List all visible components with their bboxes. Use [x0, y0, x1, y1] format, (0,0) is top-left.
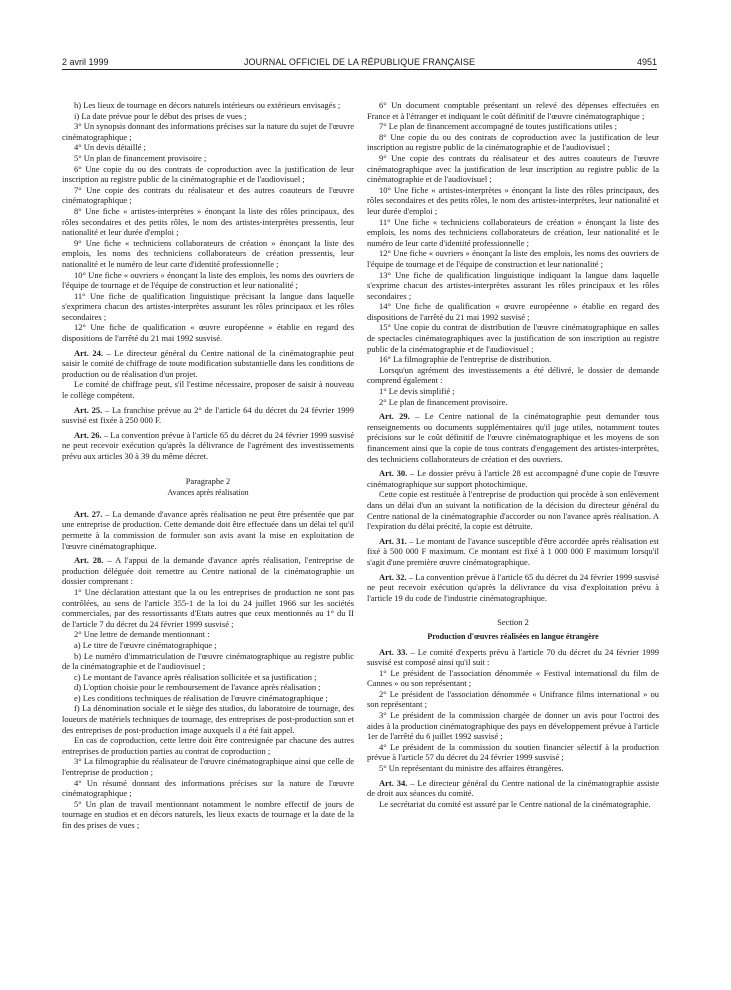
- section-heading: Section 2: [497, 617, 529, 628]
- paragraph: 4° Le président de la commission du soutien financier sélectif à la production prévue à l'article 57 du décret du 24 février 1999 susvisé ;: [367, 741, 659, 763]
- paragraph: 2° Une lettre de demande mentionnant :: [74, 629, 210, 640]
- article-32: [367, 572, 659, 604]
- article-text: – Le Centre national de la cinématographie peut demander tous renseignements ou documents supplémentaires qu'il juge utiles, notamment toutes précisions sur le coût définitif de l'œuvre cinématographique et les moyens de son financement ainsi que la copie de tous contrats d'engagement des artistes-interprètes, des techniciens collaborateurs de création et des ouvriers.: [367, 411, 659, 464]
- article-text: – Le dossier prévu à l'article 28 est accompagné d'une copie de l'œuvre cinématographique sur support photochimique.: [367, 468, 659, 489]
- paragraph: 3° Le président de la commission chargée de donner un avis pour l'octroi des aides à la production cinématographique des pays en développement prévue à l'article 1er de l'arrêté du 6 juillet 1992 susvisé ;: [367, 710, 659, 742]
- paragraph: 1° Le président de l'association dénommée « Festival international du film de Cannes » ou son représentant ;: [367, 667, 659, 689]
- article-label: Art. 34.: [379, 777, 408, 788]
- paragraph: 8° Une copie du ou des contrats de coproduction avec la justification de leur inscription au registre public de la cinématographie et de l'audiovisuel ;: [367, 131, 659, 153]
- article-33: [367, 647, 659, 668]
- article-text: – Le directeur général du Centre national de la cinématographie assiste de droit aux séances du comité.: [367, 777, 659, 799]
- article-text: – Le montant de l'avance susceptible d'être accordée après réalisation est fixé à 500 000 F maximum. Ce montant est fixé à 1 000 000 F maximum lorsqu'il s'agit d'une première œuvre cinématographique.: [367, 535, 659, 567]
- paragraph: e) Les conditions techniques de réalisation de l'œuvre cinématographique ;: [74, 692, 328, 703]
- paragraph: 4° Un résumé donnant des informations précises sur la nature de l'œuvre cinématographique ;: [62, 777, 354, 799]
- paragraph: 11° Une fiche « techniciens collaborateurs de création » énonçant la liste des emplois, les noms des techniciens collaborateurs de création, leur nationalité et le numéro de leur carte d'identité professionnelle ;: [367, 216, 659, 248]
- article-text: – La demande d'avance après réalisation ne peut être présentée que par une entreprise de production. Cette demande doit être effectuée dans un délai tel qu'il permette à la commission de formuler son avis avant la mise en exploitation de l'œuvre cinématographique.: [62, 508, 354, 551]
- paragraph: 12° Une fiche de qualification « œuvre européenne » établie en regard des dispositions de l'arrêté du 21 mai 1992 susvisé.: [62, 322, 354, 344]
- article-label: Art. 31.: [379, 535, 407, 546]
- article-text: – Le comité d'experts prévu à l'article 70 du décret du 24 février 1999 susvisé est composé ainsi qu'il suit :: [367, 646, 659, 668]
- article-text: – Le directeur général du Centre national de la cinématographie peut saisir le comité de chiffrage de toute modification substantielle dans les conditions de production ou de réalisation d'un projet.: [62, 347, 354, 379]
- article-label: Art. 27.: [74, 508, 103, 519]
- paragraph: 7° Le plan de financement accompagné de toutes justifications utiles ;: [379, 121, 618, 132]
- paragraph: Le secrétariat du comité est assuré par le Centre national de la cinématographie.: [379, 798, 651, 809]
- header-rule: [62, 69, 657, 70]
- paragraph: 16° La filmographie de l'entreprise de distribution.: [379, 354, 552, 365]
- paragraph: d) L'option choisie pour le remboursement de l'avance après réalisation ;: [74, 682, 321, 693]
- paragraph: 2° Le président de l'association dénommée « Unifrance films international » ou son représentant ;: [367, 688, 659, 710]
- article-28: [62, 555, 354, 587]
- paragraph: 10° Une fiche « ouvriers » énonçant la liste des emplois, les noms des ouvriers de l'équipe de tournage et de l'équipe de construction et leur nationalité ;: [62, 269, 354, 291]
- header-page-number: 4951: [636, 57, 657, 67]
- article-label: Art. 28.: [74, 555, 104, 566]
- paragraph: 3° La filmographie du réalisateur de l'œuvre cinématographique ainsi que celle de l'entreprise de production ;: [62, 756, 354, 778]
- paragraph: 6° Un document comptable présentant un relevé des dépenses effectuées en France et à l'étranger et indiquant le coût définitif de l'œuvre cinématographique ;: [367, 100, 659, 121]
- paragraph: b) Le numéro d'immatriculation de l'œuvre cinématographique au registre public de la cinématographie et de l'audiovisuel ;: [62, 650, 354, 672]
- article-label: Art. 24.: [74, 347, 103, 358]
- paragraph: 1° Une déclaration attestant que la ou les entreprises de production ne sont pas contrôlées, au sens de l'article 355-1 de la loi du 24 juillet 1966 sur les sociétés commerciales, par des ressortissants d'Etats autres que ceux mentionnés au 1° du II de l'article 7 du décret du 24 février 1999 susvisé ;: [62, 586, 354, 629]
- article-text: – La convention prévue à l'article 65 du décret du 24 février 1999 susvisé ne peut recevoir exécution qu'après la délivrance du visa d'exploitation prévu à l'article 19 du code de l'industrie cinématographique.: [367, 571, 659, 603]
- article-26: [62, 430, 354, 462]
- paragraph: 6° Une copie du ou des contrats de coproduction avec la justification de leur inscription au registre public de la cinématographie et de l'audiovisuel ;: [62, 163, 354, 185]
- paragraph: 10° Une fiche « artistes-interprètes » énonçant la liste des rôles principaux, des rôles secondaires et des petits rôles, le nom des artistes-interprètes, leur nationalité et leur durée d'emploi ;: [367, 184, 659, 216]
- paragraph: Cette copie est restituée à l'entreprise de production qui procède à son enlèvement dans un délai d'un an suivant la notification de la décision du directeur général du Centre national de la cinématographie d'accorder ou non l'avance après réalisation. A l'expiration du délai précité, la copie est détruite.: [367, 489, 659, 532]
- paragraph: 9° Une copie des contrats du réalisateur et des autres coauteurs de l'œuvre cinématographique avec la justification de leur inscription au registre public de la cinématographie et de l'audiovisuel ;: [367, 152, 659, 185]
- article-29: [367, 411, 659, 464]
- header-journal-title: JOURNAL OFFICIEL DE LA RÉPUBLIQUE FRANÇAISE: [243, 57, 476, 67]
- paragraph: 5° Un plan de financement provisoire ;: [74, 152, 207, 163]
- article-label: Art. 33.: [379, 646, 408, 657]
- paragraph: 15° Une copie du contrat de distribution de l'œuvre cinématographique en salles de spectacles cinématographiques avec la justification de son inscription au registre public de la cinématographie et de l'audiovisuel ;: [367, 322, 659, 354]
- right-column: [367, 100, 659, 980]
- paragraph: 5° Un représentant du ministre des affaires étrangères.: [379, 763, 564, 774]
- article-text: – La convention prévue à l'article 65 du décret du 24 février 1999 susvisé ne peut recevoir exécution qu'après la délivrance de l'agrément des investissements prévu aux articles 30 à 39 du même décret.: [62, 429, 354, 461]
- article-label: Art. 29.: [379, 411, 410, 422]
- page-header: [62, 56, 657, 68]
- paragraph: Le comité de chiffrage peut, s'il l'estime nécessaire, proposer de saisir à nouveau le collège compétent.: [62, 379, 354, 401]
- paragraph: c) Le montant de l'avance après réalisation sollicitée et sa justification ;: [74, 671, 317, 682]
- paragraph-heading: Paragraphe 2: [185, 475, 231, 486]
- article-25: [62, 405, 354, 426]
- paragraph: 9° Une fiche « techniciens collaborateurs de création » énonçant la liste des emplois, les noms des techniciens collaborateurs de création pressentis, leur nationalité et le numéro de leur carte d'identité professionnelle ;: [62, 237, 354, 269]
- paragraph: 7° Une copie des contrats du réalisateur et des autres coauteurs de l'œuvre cinématographique ;: [62, 184, 354, 206]
- article-24: [62, 348, 354, 380]
- paragraph: 13° Une fiche de qualification linguistique indiquant la langue dans laquelle s'exprime chacun des artistes-interprètes assurant les rôles principaux et les rôles secondaires ;: [367, 269, 659, 301]
- paragraph: 3° Un synopsis donnant des informations précises sur la nature du sujet de l'œuvre cinématographique ;: [62, 121, 354, 142]
- paragraph: 11° Une fiche de qualification linguistique précisant la langue dans laquelle s'exprimera chacun des artistes-interprètes assurant les rôles principaux et les rôles secondaires ;: [62, 290, 354, 322]
- paragraph: 1° Le devis simplifié ;: [379, 386, 455, 397]
- paragraph: f) La dénomination sociale et le siège des studios, du laboratoire de tournage, des loueurs de matériels techniques de tournage, des entreprises de post-production son et des entreprises de post-production image auxquels il a été fait appel.: [62, 703, 354, 735]
- article-34: [367, 778, 659, 799]
- paragraph: a) Le titre de l'œuvre cinématographique ;: [74, 639, 217, 650]
- paragraph: 14° Une fiche de qualification « œuvre européenne » établie en regard des dispositions de l'arrêté du 21 mai 1992 susvisé ;: [367, 301, 659, 322]
- article-label: Art. 25.: [74, 404, 103, 415]
- paragraph: 2° Le plan de financement provisoire.: [379, 396, 508, 407]
- article-label: Art. 26.: [74, 429, 102, 440]
- header-date: 2 avril 1999: [62, 57, 109, 67]
- section-subheading: Production d'œuvres réalisées en langue étrangère: [427, 631, 599, 641]
- article-text: – La franchise prévue au 2° de l'article 64 du décret du 24 février 1999 susvisé est fixée à 250 000 F.: [62, 404, 354, 426]
- paragraph: 4° Un devis détaillé ;: [74, 142, 146, 153]
- article-31: [367, 536, 659, 568]
- article-text: – A l'appui de la demande d'avance après réalisation, l'entreprise de production déléguée doit remettre au Centre national de la cinématographie un dossier comprenant :: [62, 555, 354, 587]
- article-27: [62, 509, 354, 551]
- article-30: [367, 468, 659, 489]
- paragraph: i) La date prévue pour le début des prises de vues ;: [74, 110, 247, 121]
- article-label: Art. 32.: [379, 571, 407, 582]
- left-column: [62, 100, 354, 980]
- paragraph: h) Les lieux de tournage en décors naturels intérieurs ou extérieurs envisagés ;: [74, 100, 341, 110]
- paragraph: 5° Un plan de travail mentionnant notamment le nombre effectif de jours de tournage en studios et en décors naturels, les lieux exacts de tournage et la date de la fin des prises de vues ;: [62, 798, 354, 830]
- paragraph: 8° Une fiche « artistes-interprètes » énonçant la liste des rôles principaux, des rôles secondaires et des petits rôles, le nom des artistes-interprètes pressentis, leur nationalité et leur durée d'emploi ;: [62, 205, 354, 238]
- paragraph: En cas de coproduction, cette lettre doit être contresignée par chacune des autres entreprises de production parties au contrat de coproduction ;: [62, 735, 354, 756]
- paragraph-subheading: Avances après réalisation: [167, 488, 249, 498]
- paragraph: Lorsqu'un agrément des investissements a été délivré, le dossier de demande comprend également :: [367, 364, 659, 386]
- article-label: Art. 30.: [379, 468, 408, 479]
- paragraph: 12° Une fiche « ouvriers » énonçant la liste des emplois, les noms des ouvriers de l'équipe de tournage et de l'équipe de construction et leur nationalité ;: [367, 248, 659, 269]
